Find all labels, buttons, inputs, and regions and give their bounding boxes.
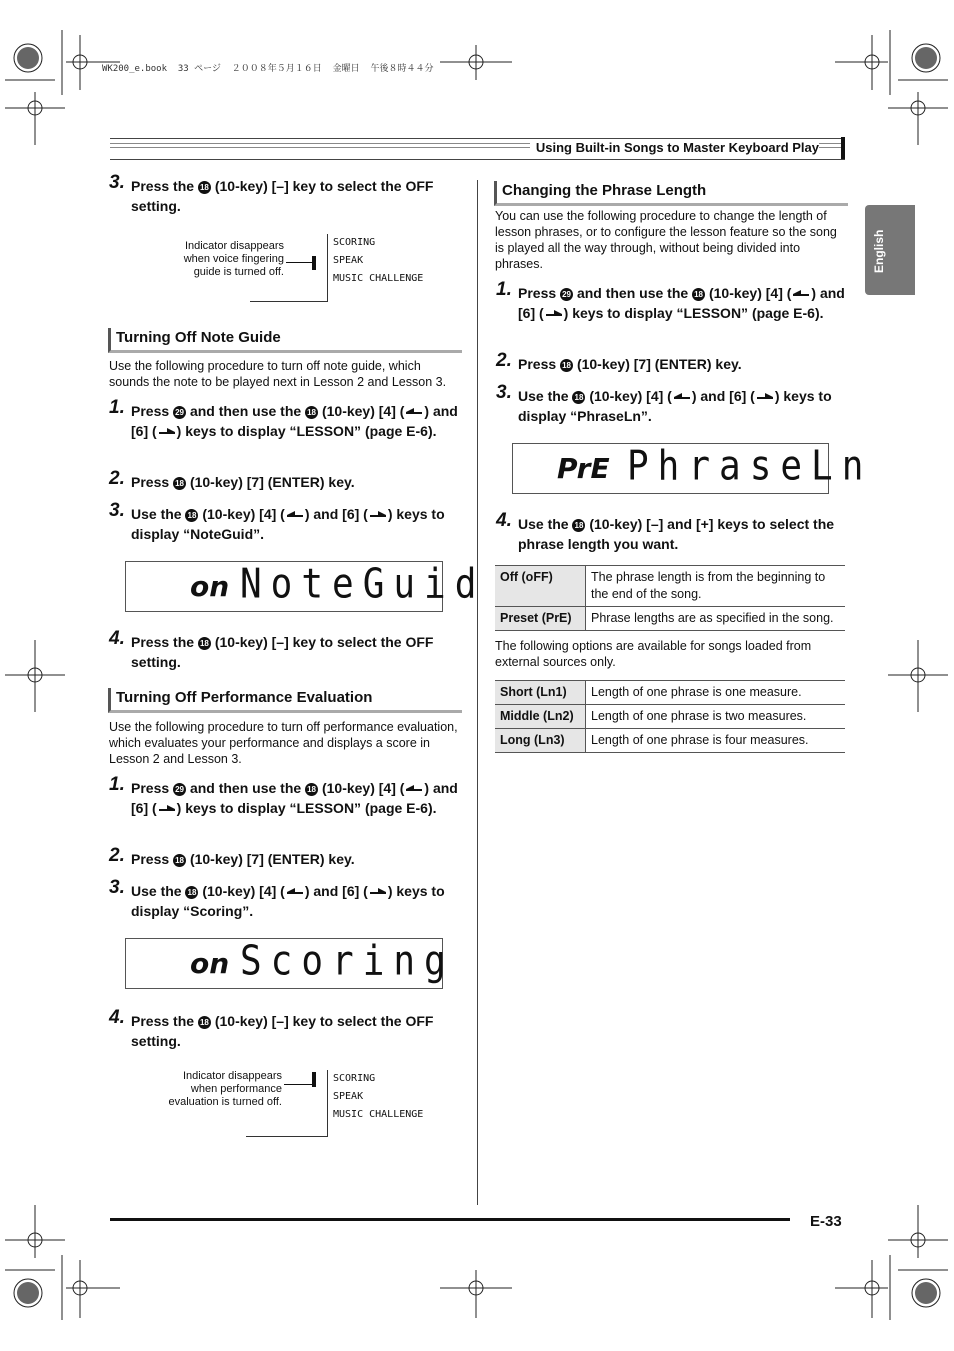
external-options-table	[495, 680, 845, 753]
table-row	[495, 681, 845, 705]
phrase-options-table	[495, 565, 845, 631]
indicator-label-music-challenge: MUSIC CHALLENGE	[333, 273, 424, 284]
option-key: Middle (Ln2)	[495, 705, 586, 729]
language-tab	[865, 205, 915, 295]
table-row	[495, 607, 845, 631]
section-heading-phrase-length: Changing the Phrase Length	[494, 181, 848, 206]
indicator-label-scoring: SCORING	[333, 237, 376, 248]
left-arrow-icon	[404, 784, 424, 793]
running-head-title: Using Built-in Songs to Master Keyboard Play	[530, 140, 819, 155]
option-desc: Length of one phrase is four measures.	[586, 729, 846, 753]
phrase-step2: 2. Press 18 (10-key) [7] (ENTER) key.	[496, 350, 742, 372]
option-key: Long (Ln3)	[495, 729, 586, 753]
right-arrow-icon	[157, 427, 177, 436]
lcd-display-phraseln	[512, 442, 873, 494]
lcd-main-text: NoteGuid	[240, 560, 486, 608]
indicator-figure-2	[160, 1070, 430, 1138]
indicator-label-music-challenge: MUSIC CHALLENGE	[333, 1109, 424, 1120]
option-key: Preset (PrE)	[495, 607, 586, 631]
note-guide-step2: 2. Press 18 (10-key) [7] (ENTER) key.	[109, 468, 355, 490]
key-18-icon: 18	[692, 288, 705, 301]
option-key: Short (Ln1)	[495, 681, 586, 705]
right-arrow-icon	[368, 887, 388, 896]
lcd-display-scoring	[125, 937, 455, 989]
indicator-note: Indicator disappears when voice fingering guide is turned off.	[183, 240, 284, 278]
key-18-icon: 18	[185, 886, 198, 899]
perf-eval-intro: Use the following procedure to turn off performance evaluation, which evaluates your performance and displays a score in Lesson 2 and Lesson 3.	[109, 720, 458, 766]
perf-eval-step3: 3. Use the 18 (10-key) [4] ( ) and [6] ( ) keys to display “Scoring”.	[109, 877, 445, 919]
lcd-main-text: PhraseLn	[627, 442, 873, 490]
key-18-icon: 18	[198, 637, 211, 650]
key-18-icon: 18	[305, 406, 318, 419]
left-arrow-icon	[791, 289, 811, 298]
option-key: Off (oFF)	[495, 566, 586, 607]
indicator-figure-1	[170, 234, 430, 302]
key-18-icon: 18	[198, 1016, 211, 1029]
note-guide-step4: 4. Press the 18 (10-key) [–] key to select the OFF setting.	[109, 628, 434, 670]
key-29-icon: 29	[560, 288, 573, 301]
perf-eval-step2: 2. Press 18 (10-key) [7] (ENTER) key.	[109, 845, 355, 867]
key-18-icon: 18	[572, 519, 585, 532]
lcd-main-text: Scoring	[240, 937, 455, 985]
right-arrow-icon	[368, 510, 388, 519]
note-guide-intro: Use the following procedure to turn off note guide, which sounds the note to be played next in Lesson 2 and Lesson 3.	[109, 359, 447, 389]
indicator-mark	[312, 256, 316, 270]
lcd-display-noteguid	[125, 560, 486, 612]
key-18-icon: 18	[173, 854, 186, 867]
section-heading-note-guide: Turning Off Note Guide	[108, 328, 462, 353]
phrase-step3: 3. Use the 18 (10-key) [4] ( ) and [6] ( ) keys to display “PhraseLn”.	[496, 382, 832, 424]
option-desc: The phrase length is from the beginning to the end of the song.	[586, 566, 846, 607]
perf-eval-step1: 1. Press 29 and then use the 18 (10-key) [4] ( ) and [6] ( ) keys to display “LESSON” (page E-6).	[109, 774, 458, 816]
option-desc: Length of one phrase is one measure.	[586, 681, 846, 705]
left-arrow-icon	[285, 887, 305, 896]
indicator-label-speak: SPEAK	[333, 255, 364, 266]
phrase-length-intro: You can use the following procedure to change the length of lesson phrases, or to configure the lesson feature so the song is played all the way through, without being divided into phrases.	[495, 209, 837, 271]
left-arrow-icon	[672, 392, 692, 401]
table-row	[495, 729, 845, 753]
note-guide-step3: 3. Use the 18 (10-key) [4] ( ) and [6] ( ) keys to display “NoteGuid”.	[109, 500, 445, 542]
lcd-segment-text: on	[190, 947, 230, 980]
option-desc: Phrase lengths are as specified in the song.	[586, 607, 846, 631]
lcd-segment-text: PrE	[557, 452, 610, 485]
note-icon	[841, 137, 845, 159]
option-desc: Length of one phrase is two measures.	[586, 705, 846, 729]
table-row	[495, 566, 845, 607]
phrase-step4: 4. Use the 18 (10-key) [–] and [+] keys to select the phrase length you want.	[496, 510, 835, 552]
key-18-icon: 18	[173, 477, 186, 490]
key-29-icon: 29	[173, 406, 186, 419]
left-arrow-icon	[285, 510, 305, 519]
right-arrow-icon	[157, 804, 177, 813]
lcd-segment-text: on	[190, 570, 230, 603]
table-row	[495, 705, 845, 729]
file-header: WK200_e.book 33 ページ ２００８年５月１６日 金曜日 午後８時４４分	[102, 64, 434, 74]
indicator-label-speak: SPEAK	[333, 1091, 364, 1102]
running-head-bar	[110, 138, 845, 160]
page-number: E-33	[810, 1213, 842, 1230]
note-guide-step1: 1. Press 29 and then use the 18 (10-key) [4] ( ) and [6] ( ) keys to display “LESSON” (page E-6).	[109, 397, 458, 439]
key-18-icon: 18	[185, 509, 198, 522]
indicator-note: Indicator disappears when performance evaluation is turned off.	[168, 1070, 282, 1108]
key-18-icon: 18	[560, 359, 573, 372]
footer-rule	[110, 1218, 790, 1221]
left-arrow-icon	[404, 407, 424, 416]
right-arrow-icon	[755, 392, 775, 401]
indicator-mark	[312, 1072, 316, 1087]
left-step3-top: 3. Press the 18 (10-key) [–] key to select the OFF setting.	[109, 172, 434, 214]
key-29-icon: 29	[173, 783, 186, 796]
key-18-icon: 18	[572, 391, 585, 404]
phrase-step1: 1. Press 29 and then use the 18 (10-key) [4] ( ) and [6] ( ) keys to display “LESSON” (page E-6).	[496, 279, 845, 321]
section-heading-performance-evaluation: Turning Off Performance Evaluation	[108, 688, 462, 713]
indicator-label-scoring: SCORING	[333, 1073, 376, 1084]
key-18-icon: 18	[305, 783, 318, 796]
language-tab-label: English	[872, 229, 886, 273]
column-divider	[477, 180, 478, 1205]
key-18-icon: 18	[198, 181, 211, 194]
external-songs-note: The following options are available for songs loaded from external sources only.	[495, 639, 812, 669]
right-arrow-icon	[544, 309, 564, 318]
perf-eval-step4: 4. Press the 18 (10-key) [–] key to select the OFF setting.	[109, 1007, 434, 1049]
